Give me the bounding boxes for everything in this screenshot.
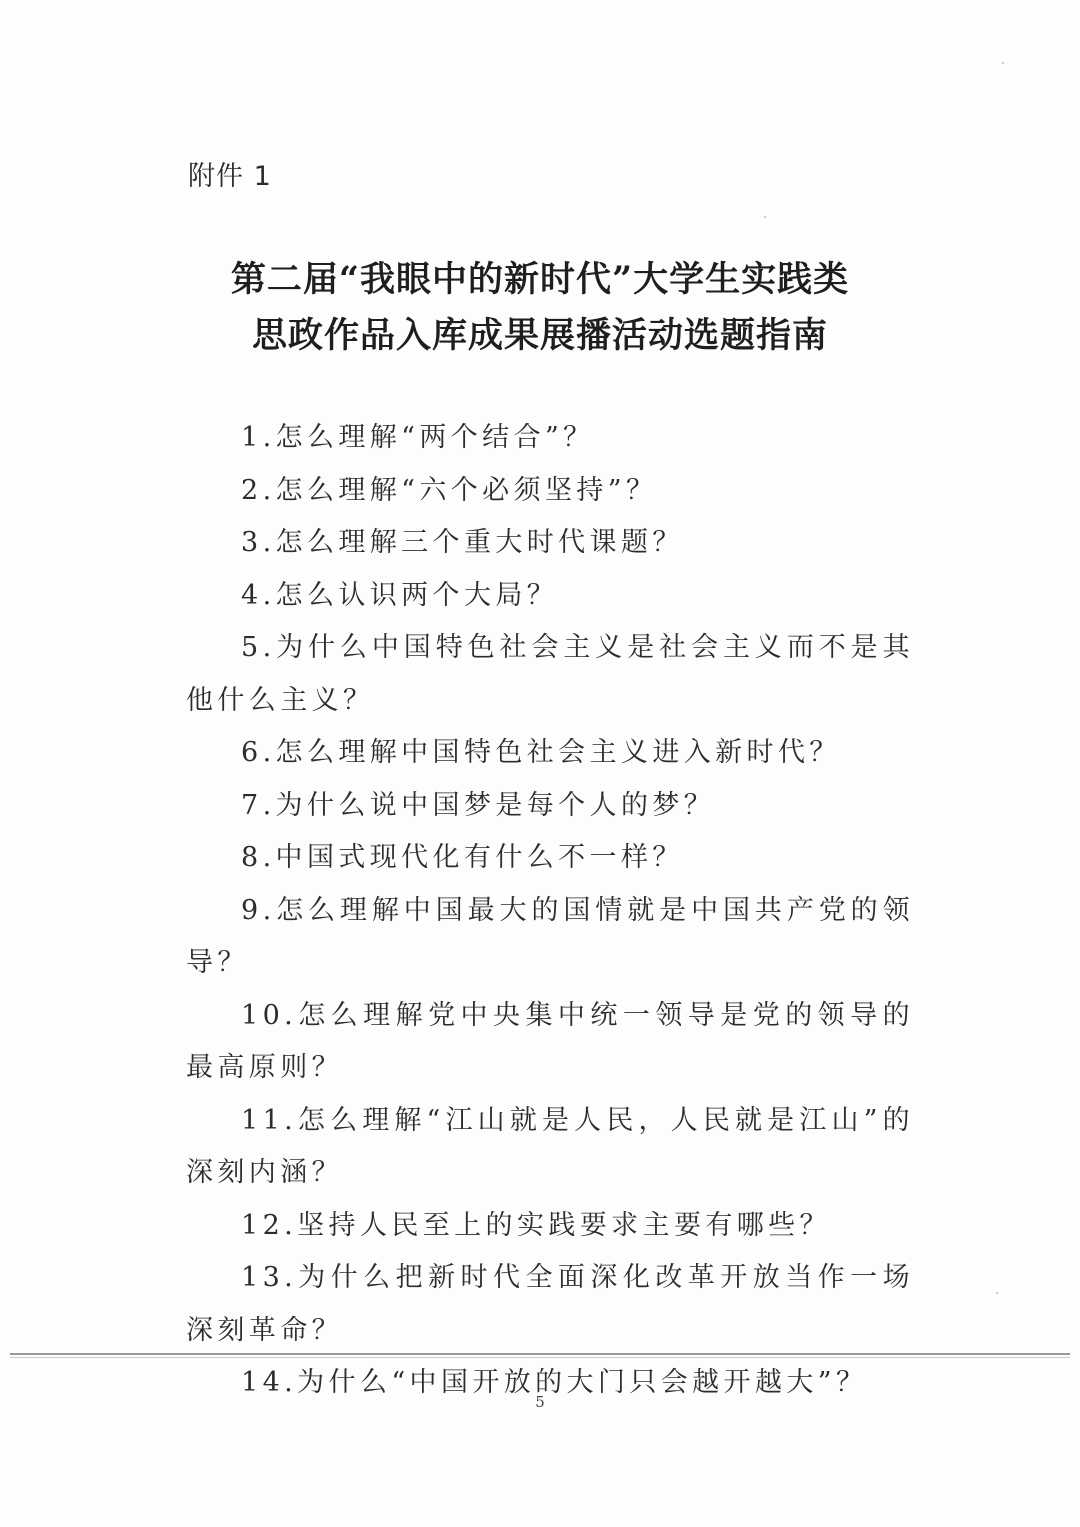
scan-speck [1002, 62, 1004, 64]
footer-divider-shadow [10, 1357, 1070, 1358]
question-item-3: 3.怎么理解三个重大时代课题？ [241, 527, 684, 558]
scan-speck [996, 1292, 998, 1294]
question-item-9: 9.怎么理解中国最大的国情就是中国共产党的领导？ [186, 894, 914, 978]
question-list [186, 412, 914, 1410]
title-line-1: 第二届“我眼中的新时代”大学生实践类 [230, 259, 850, 300]
question-item-2: 2.怎么理解“六个必须坚持”？ [241, 474, 658, 506]
attachment-label: 附件 1 [188, 161, 272, 192]
question-item-7: 7.为什么说中国梦是每个人的梦？ [241, 789, 716, 821]
question-item-8: 8.中国式现代化有什么不一样？ [241, 842, 684, 873]
question-item-13: 13.为什么把新时代全面深化改革开放当作一场深刻革命？ [186, 1262, 914, 1346]
question-item-6: 6.怎么理解中国特色社会主义进入新时代？ [241, 737, 841, 768]
footer-divider [10, 1353, 1070, 1355]
scan-speck [764, 216, 766, 218]
question-item-5: 5.为什么中国特色社会主义是社会主义而不是其他什么主义？ [186, 632, 914, 716]
document-title [0, 252, 1080, 364]
question-item-12: 12.坚持人民至上的实践要求主要有哪些？ [241, 1209, 831, 1241]
question-item-10: 10.怎么理解党中央集中统一领导是党的领导的最高原则？ [186, 999, 914, 1083]
question-item-1: 1.怎么理解“两个结合”？ [241, 422, 595, 453]
title-line-2: 思政作品入库成果展播活动选题指南 [251, 315, 828, 356]
question-item-4: 4.怎么认识两个大局？ [241, 579, 559, 611]
page-number: 5 [535, 1393, 545, 1411]
question-item-14: 14.为什么“中国开放的大门只会越开越大”？ [241, 1367, 868, 1398]
question-item-11: 11.怎么理解“江山就是人民，人民就是江山”的深刻内涵？ [186, 1104, 914, 1188]
